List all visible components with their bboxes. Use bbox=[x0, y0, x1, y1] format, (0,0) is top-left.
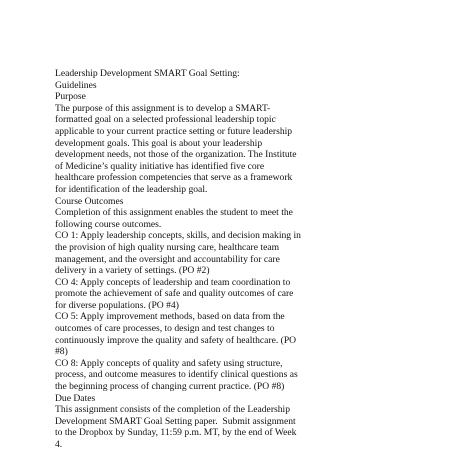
paragraph-line: to the Dropbox by Sunday, 11:59 p.m. MT, by the end of Week bbox=[55, 427, 297, 439]
outcome-line: CO 4: Apply concepts of leadership and team coordination to bbox=[55, 276, 291, 288]
outcome-line: management, and the oversight and accountability for care bbox=[55, 253, 280, 265]
outcome-line: CO 8: Apply concepts of quality and safety using structure, bbox=[55, 357, 283, 369]
document-title-continued: Guidelines bbox=[55, 79, 97, 91]
paragraph-line: The purpose of this assignment is to develop a SMART- bbox=[55, 102, 271, 114]
paragraph-line: of Medicine’s quality initiative has identified five core bbox=[55, 160, 265, 172]
document-title: Leadership Development SMART Goal Setting: bbox=[55, 68, 240, 79]
paragraph-line: formatted goal on a selected professional leadership topic bbox=[55, 114, 276, 126]
outcome-line: for diverse populations. (PO #4) bbox=[55, 299, 179, 311]
outcome-line: CO 5: Apply improvement methods, based on data from the bbox=[55, 311, 285, 323]
outcome-line: delivery in a variety of settings. (PO #2) bbox=[55, 265, 210, 277]
paragraph-line: development needs, not those of the organization. The Institute bbox=[55, 149, 297, 161]
paragraph-line: for identification of the leadership goal. bbox=[55, 183, 208, 195]
document-page bbox=[55, 68, 447, 451]
paragraph-line: development goals. This goal is about your leadership bbox=[55, 137, 263, 149]
paragraph-line: 4. bbox=[55, 439, 63, 450]
paragraph-line: healthcare profession competencies that serve as a framework bbox=[55, 172, 293, 184]
paragraph-line: Development SMART Goal Setting paper. Submit assignment bbox=[55, 415, 296, 427]
outcome-line: process, and outcome measures to identify clinical questions as bbox=[55, 369, 298, 381]
outcome-line: promote the achievement of safe and quality outcomes of care bbox=[55, 288, 294, 300]
outcome-line: outcomes of care processes, to design and test changes to bbox=[55, 323, 275, 335]
outcome-line: continuously improve the quality and safety of healthcare. (PO bbox=[55, 334, 297, 346]
outcome-line: the provision of high quality nursing care, healthcare team bbox=[55, 241, 280, 253]
outcome-line: #8) bbox=[55, 346, 68, 358]
paragraph-line: following course outcomes. bbox=[55, 218, 162, 230]
outcome-line: the beginning process of changing current practice. (PO #8) bbox=[55, 381, 285, 393]
section-heading-course-outcomes: Course Outcomes bbox=[55, 195, 124, 207]
outcome-line: CO 1: Apply leadership concepts, skills, and decision making in bbox=[55, 230, 301, 242]
paragraph-line: Completion of this assignment enables the student to meet the bbox=[55, 207, 293, 219]
section-heading-due-dates: Due Dates bbox=[55, 392, 96, 404]
paragraph-line: applicable to your current practice setting or future leadership bbox=[55, 125, 293, 137]
paragraph-line: This assignment consists of the completion of the Leadership bbox=[55, 404, 291, 416]
section-heading-purpose: Purpose bbox=[55, 91, 86, 103]
